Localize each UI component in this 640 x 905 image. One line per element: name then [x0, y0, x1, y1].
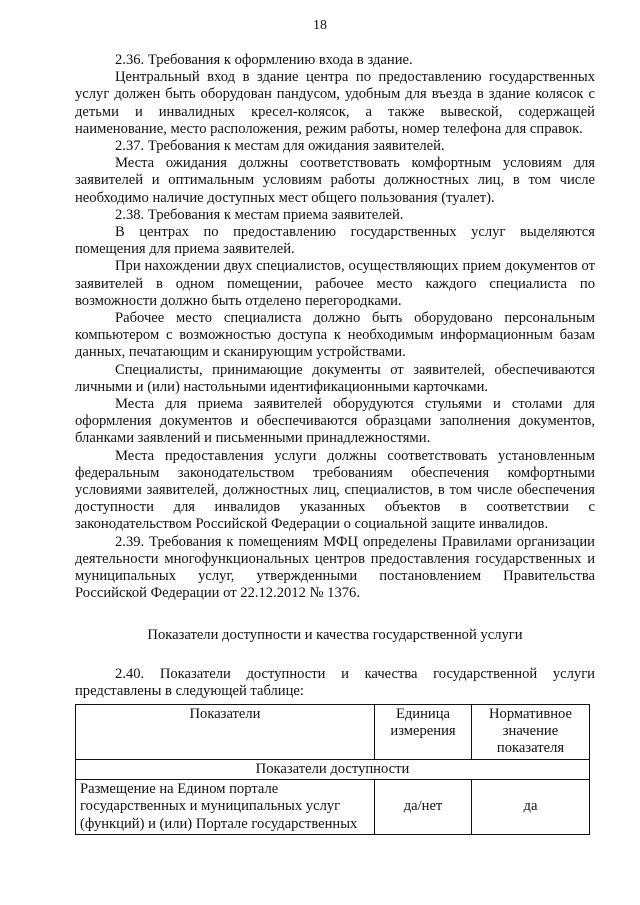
- cell-unit: да/нет: [375, 780, 472, 835]
- table-header-row: [76, 705, 590, 760]
- cell-normative: да: [472, 780, 590, 835]
- table-intro: 2.40. Показатели доступности и качества государственной услуги представлены в следующей таблице:: [75, 665, 595, 699]
- paragraph: 2.38. Требования к местам приема заявителей.: [115, 206, 404, 223]
- header-indicators: Показатели: [76, 705, 375, 760]
- paragraph: Рабочее место специалиста должно быть оборудовано персональным компьютером с возможностью доступа к необходимым информационным базам данных, печатающим и сканирующим устройствами.: [75, 310, 595, 361]
- table-group-row: [76, 760, 590, 780]
- group-title: Показатели доступности: [76, 760, 590, 780]
- paragraph: 2.39. Требования к помещениям МФЦ определены Правилами организации деятельности многофункциональных центров предоставления государственных и муниципальных услуг, утвержденными постановлением Правительства Российской Федерации от 22.12.2012 № 1376.: [75, 533, 595, 602]
- metrics-table: [75, 704, 590, 835]
- page-number: 18: [313, 18, 327, 33]
- paragraph: 2.37. Требования к местам для ожидания заявителей.: [115, 138, 445, 155]
- table-row: [76, 780, 590, 835]
- header-unit: Единица измерения: [375, 705, 472, 760]
- paragraph: 2.36. Требования к оформлению входа в здание.: [115, 52, 413, 68]
- section-heading: Показатели доступности и качества государственной услуги: [147, 626, 523, 643]
- document-body: [75, 52, 595, 700]
- paragraph: Места для приема заявителей оборудуются стульями и столами для оформления документов и обеспечиваются образцами заполнения документов, бланками заявлений и письменными принадлежностями.: [75, 396, 595, 447]
- paragraph: При нахождении двух специалистов, осуществляющих прием документов от заявителей в одном помещении, рабочее место каждого специалиста по возможности должно быть отделено перегородками.: [75, 258, 595, 309]
- paragraph: Места ожидания должны соответствовать комфортным условиям для заявителей и оптимальным условиям работы должностных лиц, в том числе необходимо наличие доступных мест общего пользования (туалет).: [75, 155, 595, 206]
- header-normative: Нормативное значение показателя: [472, 705, 590, 760]
- paragraph: Центральный вход в здание центра по предоставлению государственных услуг должен быть оборудован пандусом, удобным для въезда в здание колясок с детьми и инвалидных кресел-колясок, а также вывеской, содержащей наименование, место расположения, режим работы, номер телефона для справок.: [75, 69, 595, 137]
- paragraph: В центрах по предоставлению государственных услуг выделяются помещения для приема заявителей.: [75, 224, 595, 258]
- paragraph: Специалисты, принимающие документы от заявителей, обеспечиваются личными и (или) настольными идентификационными карточками.: [75, 361, 595, 395]
- paragraph: Места предоставления услуги должны соответствовать установленным федеральным законодательством требованиям обеспечения комфортными условиями заявителей, должностных лиц, специалистов, в том числе обеспечения доступности для инвалидов указанных объектов в соответствии с законодательством Российской Федерации о социальной защите инвалидов.: [75, 447, 595, 533]
- cell-indicator: Размещение на Едином портале государственных и муниципальных услуг (функций) и (или) Портале государственных: [76, 780, 375, 835]
